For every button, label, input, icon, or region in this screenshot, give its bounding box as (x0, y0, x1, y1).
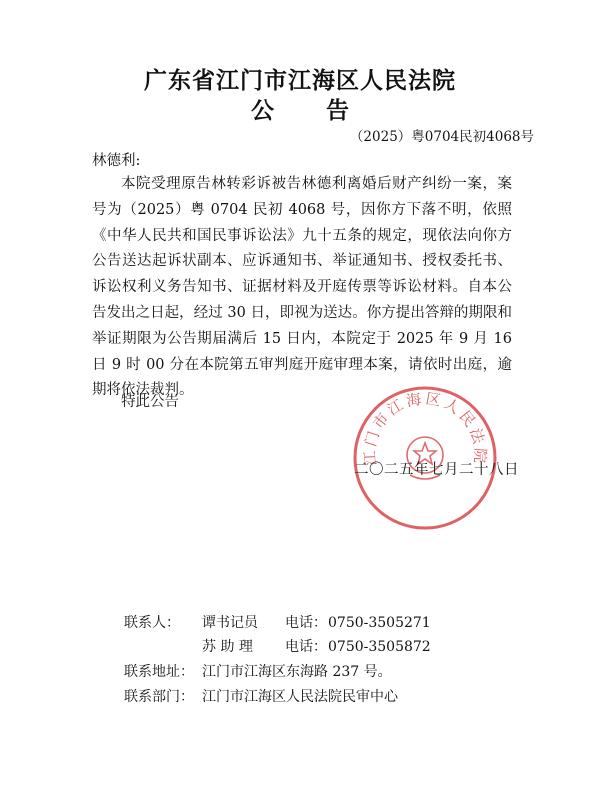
contact-address: 江门市江海区东海路 237 号。 (202, 664, 392, 680)
contact-department: 江门市江海区人民法院民审中心 (202, 689, 398, 705)
contact-person-2: 苏 助 理 (202, 639, 253, 655)
contact-row-2 (124, 636, 431, 656)
phone-label-1: 电话： (285, 615, 327, 631)
closing-line: 特此公告 (121, 394, 179, 410)
phone-number-2: 0750-3505872 (328, 639, 431, 655)
phone-label-2: 电话： (285, 639, 327, 655)
announcement-body: 本院受理原告林转彩诉被告林德利离婚后财产纠纷一案，案号为（2025）粤 0704 民初 4068 号，因你方下落不明，依照《中华人民共和国民事诉讼法》九十五条的规定，现依法向你方公告送达起诉状副本、应诉通知书、举证通知书、授权委托书、诉讼权利义务告知书、证据材料及开庭传票等诉讼材料。自本公告发出之日起，经过 30 日，即视为送达。你方提出答辩的期限和举证期限为公告期届满后 15 日内，本院定于 2025 年 9 月 16 日 9 时 00 分在本院第五审判庭开庭审理本案，请依时出庭，逾期将依法裁判。 (92, 176, 512, 399)
contact-person-1: 谭书记员 (202, 615, 258, 631)
contact-address-row (124, 661, 392, 681)
contact-label: 联系人： (124, 615, 180, 631)
case-number: （2025）粤0704民初4068号 (349, 129, 534, 145)
seal-text: 江门市江海区人民法院 (360, 389, 490, 467)
court-name: 广东省江门市江海区人民法院 (144, 67, 456, 94)
issue-date: 二〇二五年七月二十八日 (354, 462, 519, 478)
svg-text:江门市江海区人民法院 (361, 389, 490, 466)
address-label: 联系地址： (124, 664, 194, 680)
document-title: 公 告 (250, 97, 371, 124)
department-label: 联系部门： (124, 689, 194, 705)
contact-row-1 (124, 612, 431, 632)
phone-number-1: 0750-3505271 (328, 615, 431, 631)
addressee: 林德利: (92, 153, 141, 169)
contact-department-row (124, 686, 398, 706)
